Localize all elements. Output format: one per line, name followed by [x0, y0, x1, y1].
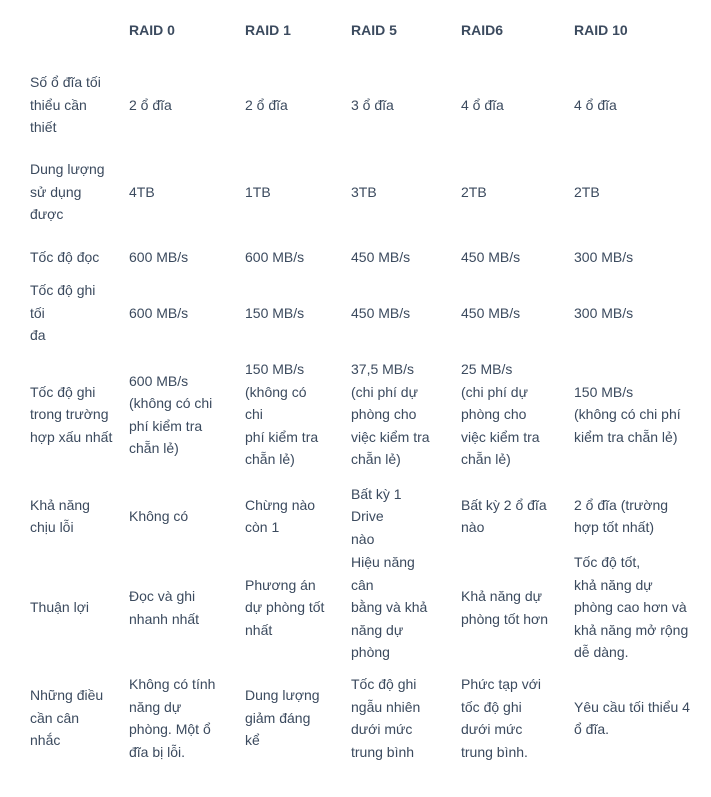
table-row	[0, 61, 711, 149]
table-cell: 37,5 MB/s (chi phí dự phòng cho việc kiểm tra chẵn lẻ)	[351, 361, 430, 468]
table-cell: Hiệu năng cân bằng và khả năng dự phòng	[351, 554, 428, 661]
table-cell: 2TB	[461, 183, 487, 200]
table-cell: 2TB	[574, 183, 600, 200]
row-label: Dung lượng sử dụng được	[30, 161, 105, 223]
table-cell: 450 MB/s	[351, 304, 411, 321]
table-cell: 450 MB/s	[351, 248, 411, 265]
table-cell: Bất kỳ 1 Drive nào	[351, 485, 402, 547]
table-cell: Yêu cầu tối thiểu 4 ổ đĩa.	[574, 698, 690, 737]
table-cell: Không có	[129, 508, 189, 524]
table-cell: Đọc và ghi nhanh nhất	[129, 588, 200, 627]
table-cell: 600 MB/s	[245, 248, 305, 265]
row-label: Những điều cần cân nhắc	[30, 687, 104, 749]
table-cell: 4TB	[129, 183, 155, 200]
table-cell: 150 MB/s (không có chi phí kiểm tra chẵn lẻ)	[245, 361, 319, 468]
header-row	[0, 0, 711, 61]
table-cell: 600 MB/s (không có chi phí kiểm tra chẵn lẻ)	[129, 372, 213, 456]
table-cell: 3 ổ đĩa	[351, 96, 394, 113]
table-cell: 1TB	[245, 183, 271, 200]
table-cell: 2 ổ đĩa	[129, 96, 172, 113]
table-cell: Tốc độ tốt, khả năng dự phòng cao hơn và khả năng mở rộng dễ dàng.	[574, 554, 689, 661]
row-label: Thuận lợi	[30, 599, 89, 616]
header-corner	[0, 0, 117, 61]
table-cell: 300 MB/s	[574, 304, 634, 321]
table-row	[0, 279, 711, 347]
table-cell: Phức tạp với tốc độ ghi dưới mức trung bình.	[461, 676, 542, 760]
header-raid-0: RAID 0	[129, 22, 175, 39]
table-cell: Dung lượng giảm đáng kể	[245, 687, 320, 749]
table-cell: 600 MB/s	[129, 248, 189, 265]
table-row	[0, 665, 711, 771]
table-cell: 600 MB/s	[129, 304, 189, 321]
table-cell: 25 MB/s (chi phí dự phòng cho việc kiểm tra chẵn lẻ)	[461, 361, 540, 468]
table-cell: 3TB	[351, 183, 377, 200]
table-cell: 150 MB/s	[245, 304, 305, 321]
table-row	[0, 347, 711, 483]
table-cell: 4 ổ đĩa	[461, 96, 504, 113]
table-cell: 4 ổ đĩa	[574, 96, 617, 113]
table-cell: Phương án dự phòng tốt nhất	[245, 576, 325, 638]
row-label: Số ổ đĩa tối thiểu cần thiết	[30, 74, 101, 136]
table-cell: Không có tính năng dự phòng. Một ổ đĩa bị lỗi.	[129, 676, 216, 760]
table-cell: 2 ổ đĩa (trường hợp tốt nhất)	[574, 496, 669, 536]
table-row	[0, 235, 711, 279]
table-cell: 150 MB/s (không có chi phí kiểm tra chẵn lẻ)	[574, 383, 681, 445]
table-cell: Bất kỳ 2 ổ đĩa nào	[461, 496, 547, 536]
header-raid-10: RAID 10	[574, 22, 628, 39]
table-row	[0, 149, 711, 235]
table-cell: Khả năng dự phòng tốt hơn	[461, 588, 549, 627]
table-cell: Tốc độ ghi ngẫu nhiên dưới mức trung bình	[351, 676, 421, 760]
row-label: Tốc độ đọc	[30, 248, 100, 265]
table-cell: 450 MB/s	[461, 304, 521, 321]
table-row	[0, 483, 711, 551]
row-label: Tốc độ ghi trong trường hợp xấu nhất	[30, 383, 113, 445]
table-cell: 2 ổ đĩa	[245, 96, 288, 113]
header-raid-6: RAID6	[461, 22, 504, 39]
table-cell: 300 MB/s	[574, 248, 634, 265]
header-raid-5: RAID 5	[351, 22, 397, 39]
header-raid-1: RAID 1	[245, 22, 291, 39]
row-label: Tốc độ ghi tối đa	[30, 282, 96, 343]
table-cell: 450 MB/s	[461, 248, 521, 265]
row-label: Khả năng chịu lỗi	[30, 496, 90, 536]
table-cell: Chừng nào còn 1	[245, 496, 316, 536]
table-row	[0, 550, 711, 665]
